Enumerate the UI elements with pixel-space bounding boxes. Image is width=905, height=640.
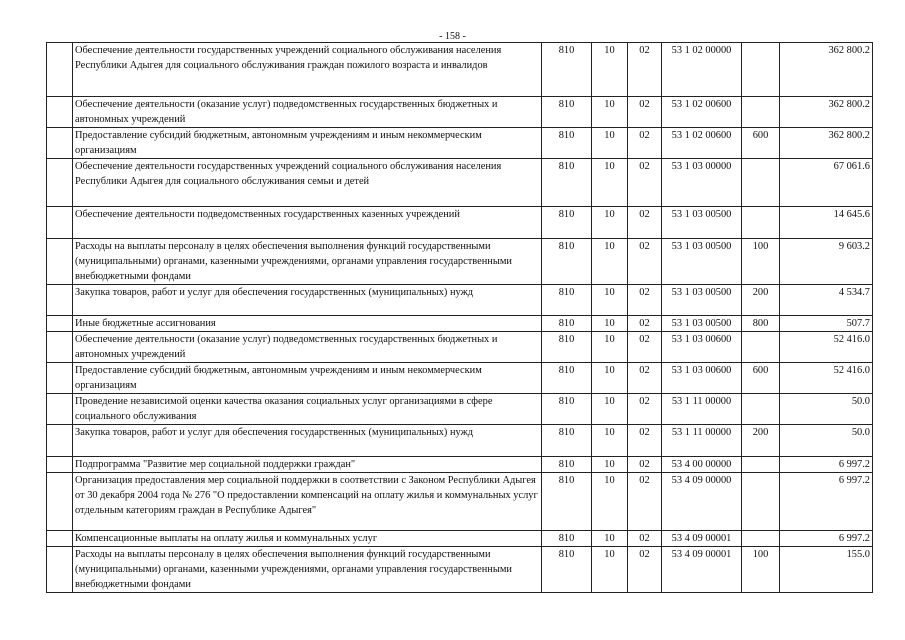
page-number: - 158 - bbox=[439, 31, 466, 42]
index-cell bbox=[47, 239, 73, 285]
section-code-cell: 10 bbox=[592, 97, 628, 128]
index-cell bbox=[47, 394, 73, 425]
index-cell bbox=[47, 547, 73, 593]
index-cell bbox=[47, 97, 73, 128]
index-cell bbox=[47, 128, 73, 159]
expense-type-code-cell bbox=[742, 159, 780, 207]
expense-type-code-cell: 800 bbox=[742, 316, 780, 332]
amount-cell: 67 061.6 bbox=[780, 159, 873, 207]
subsection-code-cell: 02 bbox=[628, 547, 662, 593]
target-article-code-cell: 53 1 02 00600 bbox=[662, 128, 742, 159]
table-row bbox=[47, 285, 873, 316]
section-code-cell: 10 bbox=[592, 239, 628, 285]
item-name-cell: Закупка товаров, работ и услуг для обеспечения государственных (муниципальных) нужд bbox=[73, 425, 542, 457]
target-article-code-cell: 53 4 00 00000 bbox=[662, 457, 742, 473]
table-row bbox=[47, 363, 873, 394]
section-code-cell: 10 bbox=[592, 531, 628, 547]
table-row bbox=[47, 316, 873, 332]
subsection-code-cell: 02 bbox=[628, 43, 662, 97]
subsection-code-cell: 02 bbox=[628, 363, 662, 394]
index-cell bbox=[47, 531, 73, 547]
target-article-code-cell: 53 1 11 00000 bbox=[662, 394, 742, 425]
amount-cell: 14 645.6 bbox=[780, 207, 873, 239]
expense-type-code-cell bbox=[742, 332, 780, 363]
department-code-cell: 810 bbox=[542, 394, 592, 425]
expense-type-code-cell bbox=[742, 97, 780, 128]
department-code-cell: 810 bbox=[542, 97, 592, 128]
target-article-code-cell: 53 1 02 00000 bbox=[662, 43, 742, 97]
amount-cell: 6 997.2 bbox=[780, 531, 873, 547]
amount-cell: 9 603.2 bbox=[780, 239, 873, 285]
expense-type-code-cell: 100 bbox=[742, 547, 780, 593]
table-row bbox=[47, 128, 873, 159]
target-article-code-cell: 53 1 03 00500 bbox=[662, 207, 742, 239]
section-code-cell: 10 bbox=[592, 457, 628, 473]
expense-type-code-cell bbox=[742, 207, 780, 239]
department-code-cell: 810 bbox=[542, 128, 592, 159]
subsection-code-cell: 02 bbox=[628, 457, 662, 473]
expense-type-code-cell: 200 bbox=[742, 285, 780, 316]
expense-type-code-cell bbox=[742, 531, 780, 547]
item-name-cell: Проведение независимой оценки качества оказания социальных услуг организациями в сфере социального обслуживания bbox=[73, 394, 542, 425]
table-body bbox=[47, 43, 873, 593]
index-cell bbox=[47, 207, 73, 239]
amount-cell: 155.0 bbox=[780, 547, 873, 593]
department-code-cell: 810 bbox=[542, 547, 592, 593]
amount-cell: 362 800.2 bbox=[780, 97, 873, 128]
amount-cell: 362 800.2 bbox=[780, 128, 873, 159]
expense-type-code-cell bbox=[742, 394, 780, 425]
table-row bbox=[47, 159, 873, 207]
subsection-code-cell: 02 bbox=[628, 332, 662, 363]
table-row bbox=[47, 239, 873, 285]
target-article-code-cell: 53 1 03 00000 bbox=[662, 159, 742, 207]
item-name-cell: Обеспечение деятельности (оказание услуг) подведомственных государственных бюджетных и автономных учреждений bbox=[73, 332, 542, 363]
subsection-code-cell: 02 bbox=[628, 239, 662, 285]
amount-cell: 507.7 bbox=[780, 316, 873, 332]
budget-table bbox=[46, 42, 873, 593]
expense-type-code-cell: 600 bbox=[742, 363, 780, 394]
target-article-code-cell: 53 1 03 00500 bbox=[662, 316, 742, 332]
index-cell bbox=[47, 43, 73, 97]
section-code-cell: 10 bbox=[592, 425, 628, 457]
target-article-code-cell: 53 1 11 00000 bbox=[662, 425, 742, 457]
department-code-cell: 810 bbox=[542, 473, 592, 531]
department-code-cell: 810 bbox=[542, 159, 592, 207]
target-article-code-cell: 53 1 02 00600 bbox=[662, 97, 742, 128]
index-cell bbox=[47, 316, 73, 332]
department-code-cell: 810 bbox=[542, 531, 592, 547]
section-code-cell: 10 bbox=[592, 207, 628, 239]
table-row bbox=[47, 531, 873, 547]
section-code-cell: 10 bbox=[592, 285, 628, 316]
index-cell bbox=[47, 425, 73, 457]
section-code-cell: 10 bbox=[592, 332, 628, 363]
amount-cell: 50.0 bbox=[780, 425, 873, 457]
item-name-cell: Обеспечение деятельности подведомственных государственных казенных учреждений bbox=[73, 207, 542, 239]
item-name-cell: Компенсационные выплаты на оплату жилья и коммунальных услуг bbox=[73, 531, 542, 547]
target-article-code-cell: 53 1 03 00600 bbox=[662, 363, 742, 394]
subsection-code-cell: 02 bbox=[628, 473, 662, 531]
department-code-cell: 810 bbox=[542, 363, 592, 394]
amount-cell: 52 416.0 bbox=[780, 332, 873, 363]
item-name-cell: Подпрограмма "Развитие мер социальной поддержки граждан" bbox=[73, 457, 542, 473]
department-code-cell: 810 bbox=[542, 332, 592, 363]
table-row bbox=[47, 547, 873, 593]
expense-type-code-cell: 600 bbox=[742, 128, 780, 159]
department-code-cell: 810 bbox=[542, 239, 592, 285]
expense-type-code-cell bbox=[742, 473, 780, 531]
table-row bbox=[47, 394, 873, 425]
amount-cell: 50.0 bbox=[780, 394, 873, 425]
amount-cell: 6 997.2 bbox=[780, 473, 873, 531]
index-cell bbox=[47, 363, 73, 394]
item-name-cell: Иные бюджетные ассигнования bbox=[73, 316, 542, 332]
table-row bbox=[47, 97, 873, 128]
item-name-cell: Расходы на выплаты персоналу в целях обеспечения выполнения функций государственными (муниципальными) органами, казенными учреждениями, органами управления государственными внебюджетными фондами bbox=[73, 547, 542, 593]
subsection-code-cell: 02 bbox=[628, 207, 662, 239]
target-article-code-cell: 53 1 03 00500 bbox=[662, 239, 742, 285]
item-name-cell: Обеспечение деятельности (оказание услуг) подведомственных государственных бюджетных и автономных учреждений bbox=[73, 97, 542, 128]
target-article-code-cell: 53 4 09 00000 bbox=[662, 473, 742, 531]
section-code-cell: 10 bbox=[592, 547, 628, 593]
index-cell bbox=[47, 285, 73, 316]
department-code-cell: 810 bbox=[542, 43, 592, 97]
table-row bbox=[47, 473, 873, 531]
section-code-cell: 10 bbox=[592, 316, 628, 332]
index-cell bbox=[47, 473, 73, 531]
expense-type-code-cell: 200 bbox=[742, 425, 780, 457]
table-row bbox=[47, 425, 873, 457]
item-name-cell: Предоставление субсидий бюджетным, автономным учреждениям и иным некоммерческим организациям bbox=[73, 128, 542, 159]
section-code-cell: 10 bbox=[592, 473, 628, 531]
amount-cell: 4 534.7 bbox=[780, 285, 873, 316]
section-code-cell: 10 bbox=[592, 43, 628, 97]
amount-cell: 6 997.2 bbox=[780, 457, 873, 473]
expense-type-code-cell: 100 bbox=[742, 239, 780, 285]
item-name-cell: Расходы на выплаты персоналу в целях обеспечения выполнения функций государственными (муниципальными) органами, казенными учреждениями, органами управления государственными внебюджетными фондами bbox=[73, 239, 542, 285]
target-article-code-cell: 53 4 09 00001 bbox=[662, 547, 742, 593]
table-row bbox=[47, 457, 873, 473]
index-cell bbox=[47, 332, 73, 363]
subsection-code-cell: 02 bbox=[628, 316, 662, 332]
subsection-code-cell: 02 bbox=[628, 531, 662, 547]
section-code-cell: 10 bbox=[592, 363, 628, 394]
amount-cell: 362 800.2 bbox=[780, 43, 873, 97]
department-code-cell: 810 bbox=[542, 457, 592, 473]
index-cell bbox=[47, 457, 73, 473]
subsection-code-cell: 02 bbox=[628, 285, 662, 316]
table-row bbox=[47, 207, 873, 239]
expense-type-code-cell bbox=[742, 457, 780, 473]
department-code-cell: 810 bbox=[542, 425, 592, 457]
table-row bbox=[47, 332, 873, 363]
table-row bbox=[47, 43, 873, 97]
target-article-code-cell: 53 4 09 00001 bbox=[662, 531, 742, 547]
target-article-code-cell: 53 1 03 00500 bbox=[662, 285, 742, 316]
item-name-cell: Обеспечение деятельности государственных учреждений социального обслуживания населения Республики Адыгея для социального обслуживания семьи и детей bbox=[73, 159, 542, 207]
amount-cell: 52 416.0 bbox=[780, 363, 873, 394]
subsection-code-cell: 02 bbox=[628, 425, 662, 457]
item-name-cell: Организация предоставления мер социальной поддержки в соответствии с Законом Республики Адыгея от 30 декабря 2004 года № 276 "О предоставлении компенсаций на оплату жилья и коммунальных услуг отдельным категориям граждан в Республике Адыгея" bbox=[73, 473, 542, 531]
subsection-code-cell: 02 bbox=[628, 394, 662, 425]
subsection-code-cell: 02 bbox=[628, 128, 662, 159]
section-code-cell: 10 bbox=[592, 128, 628, 159]
item-name-cell: Обеспечение деятельности государственных учреждений социального обслуживания населения Республики Адыгея для социального обслуживания граждан пожилого возраста и инвалидов bbox=[73, 43, 542, 97]
department-code-cell: 810 bbox=[542, 285, 592, 316]
section-code-cell: 10 bbox=[592, 394, 628, 425]
index-cell bbox=[47, 159, 73, 207]
department-code-cell: 810 bbox=[542, 316, 592, 332]
section-code-cell: 10 bbox=[592, 159, 628, 207]
item-name-cell: Закупка товаров, работ и услуг для обеспечения государственных (муниципальных) нужд bbox=[73, 285, 542, 316]
subsection-code-cell: 02 bbox=[628, 97, 662, 128]
expense-type-code-cell bbox=[742, 43, 780, 97]
department-code-cell: 810 bbox=[542, 207, 592, 239]
item-name-cell: Предоставление субсидий бюджетным, автономным учреждениям и иным некоммерческим организациям bbox=[73, 363, 542, 394]
subsection-code-cell: 02 bbox=[628, 159, 662, 207]
target-article-code-cell: 53 1 03 00600 bbox=[662, 332, 742, 363]
